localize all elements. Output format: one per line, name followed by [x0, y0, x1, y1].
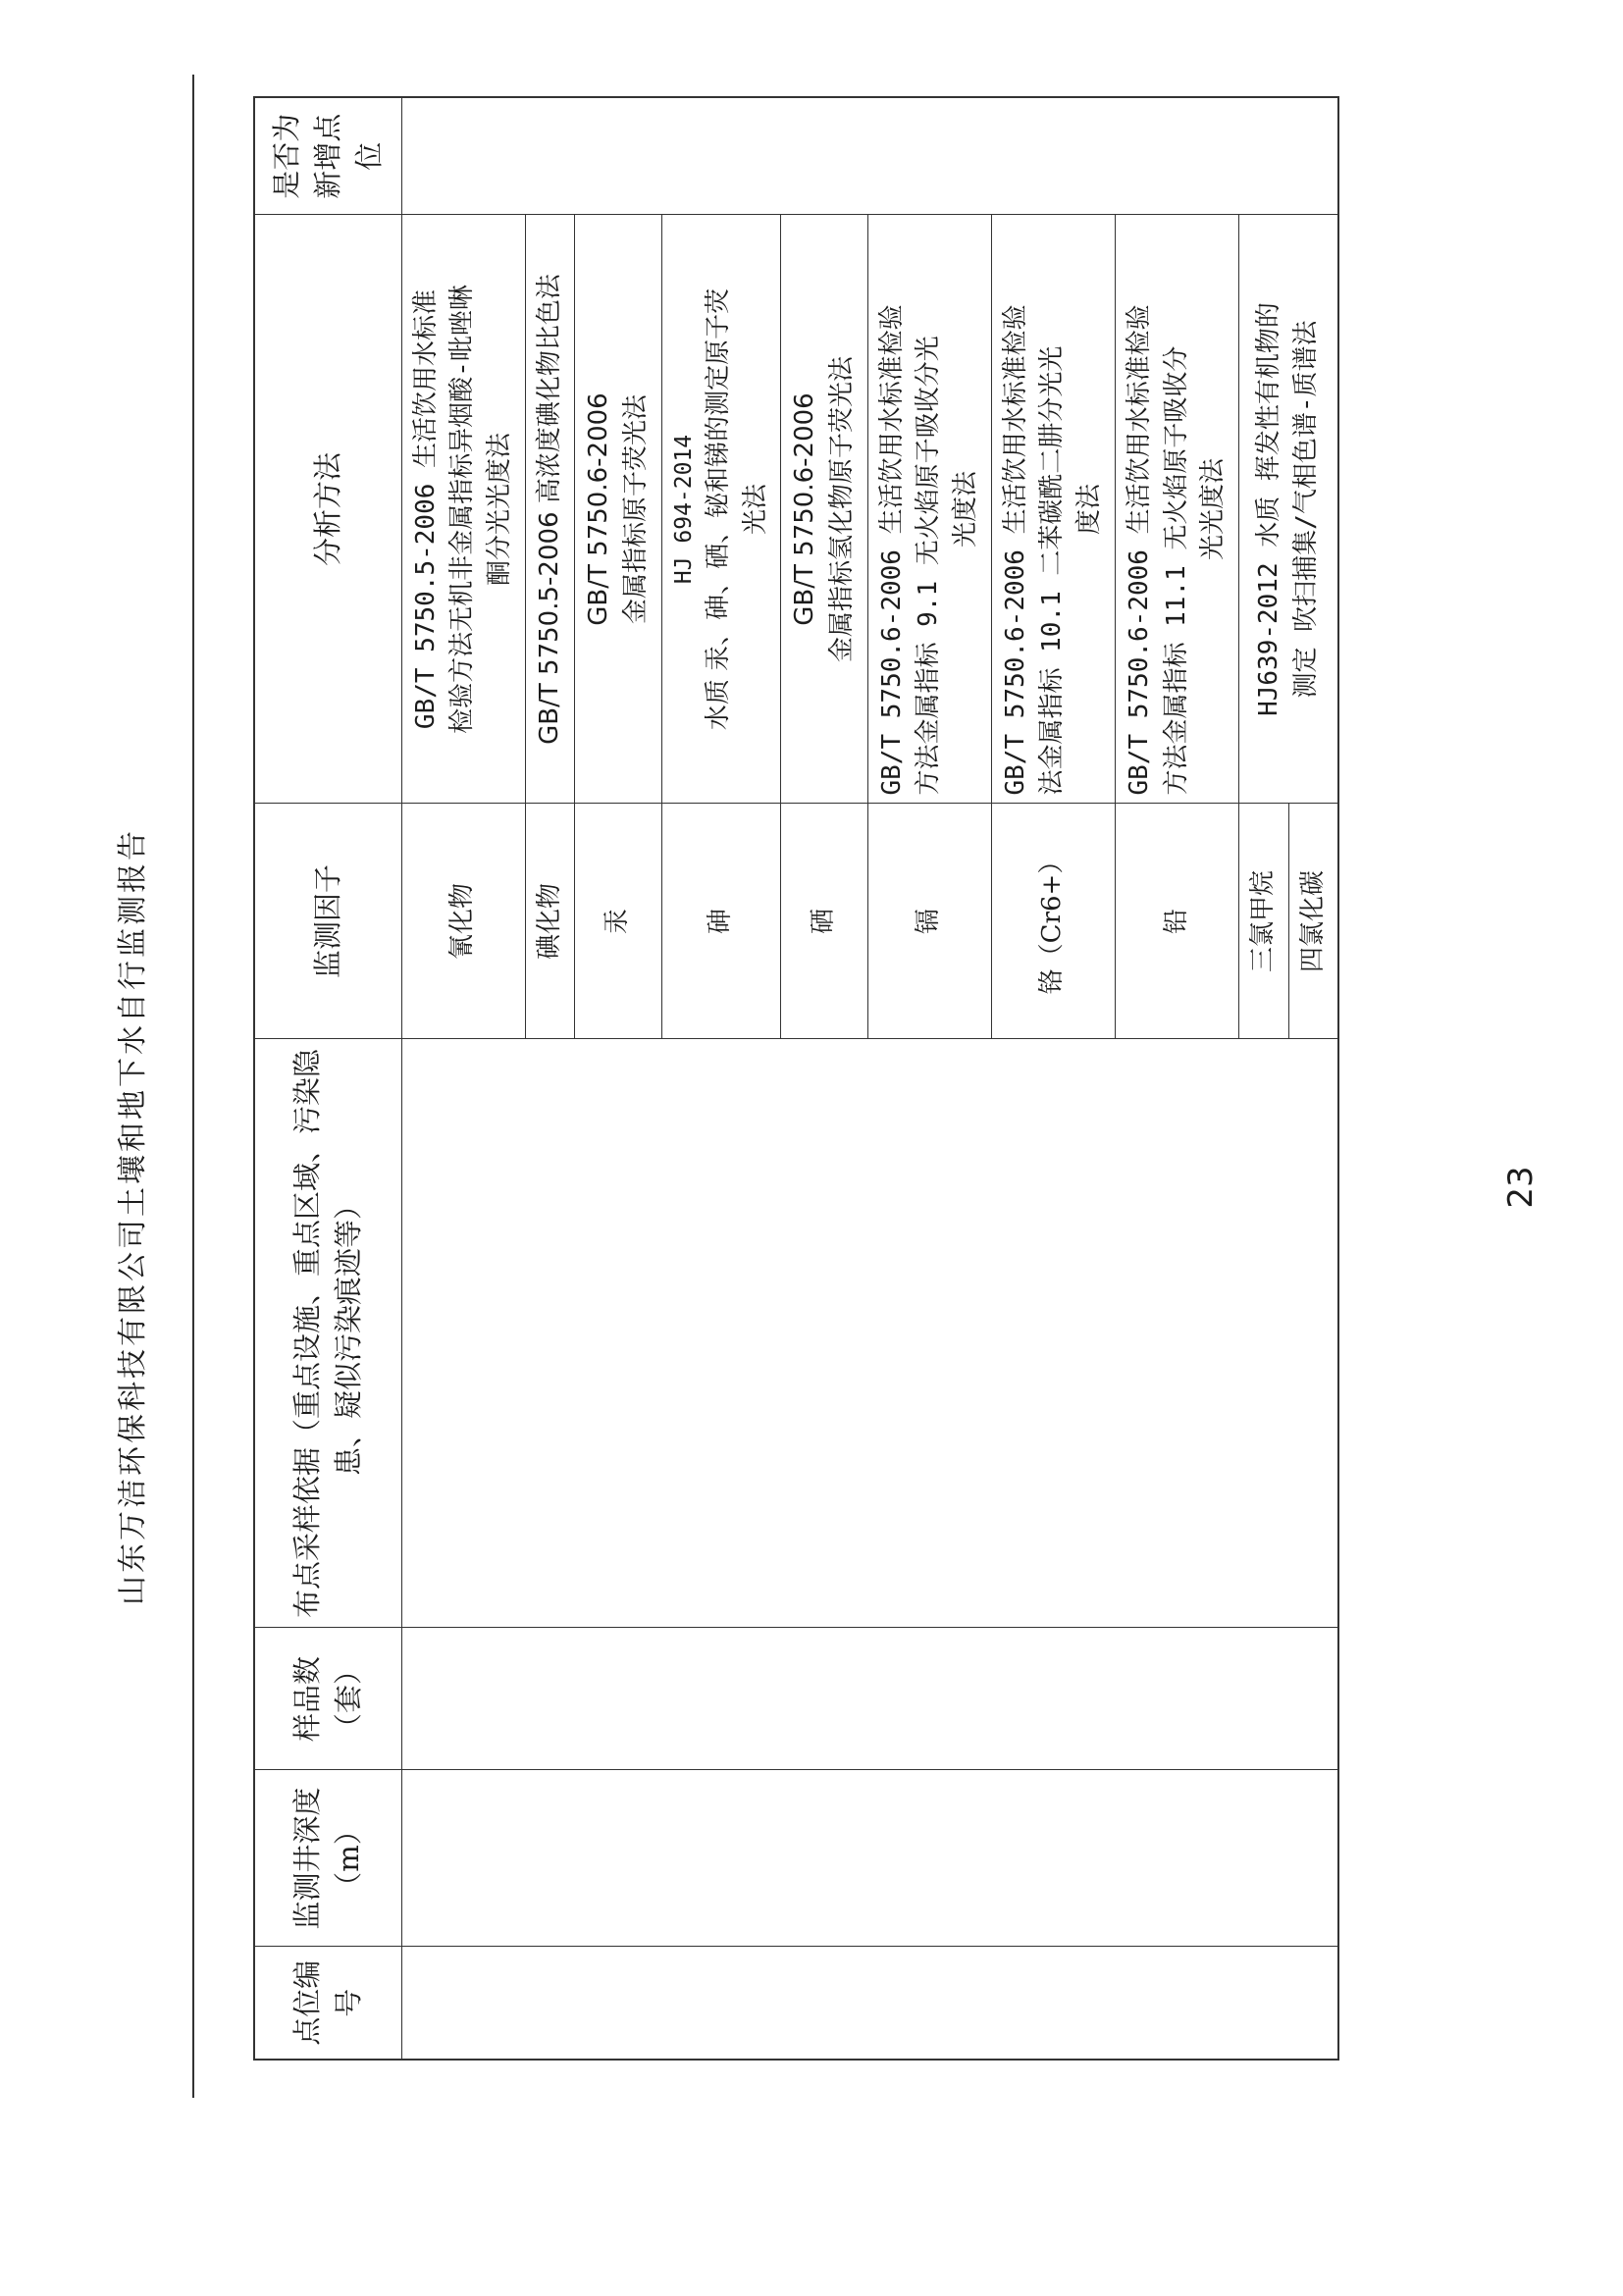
method-cell — [525, 215, 575, 804]
method-line: 金属指标原子荧光法 — [620, 394, 651, 625]
method-line: 测定 吹扫捕集/气相色谱-质谱法 — [1291, 320, 1322, 699]
method-line: GB/T 5750.6-2006 — [584, 392, 614, 626]
method-line: GB/T 5750.5-2006 生活饮用水标准 — [410, 288, 441, 730]
method-cell — [867, 215, 991, 804]
method-line: 金属指标氢化物原子荧光法 — [827, 356, 858, 663]
method-cell — [781, 215, 867, 804]
method-cell — [661, 215, 781, 804]
table-header-row — [254, 97, 401, 2060]
factor-cell: 碘化物 — [525, 804, 575, 1039]
column-header: 分析方法 — [254, 215, 401, 804]
report-title: 山东万洁环保科技有限公司土壤和地下水自行监测报告 — [116, 828, 150, 1605]
column-header: 是否为新增点位 — [254, 97, 401, 215]
sampling-basis-cell — [401, 1039, 1338, 1628]
method-line: HJ 694-2014 — [670, 434, 697, 585]
method-line: 度法 — [1074, 484, 1105, 536]
header-rule — [192, 75, 194, 2098]
factor-cell: 砷 — [661, 804, 781, 1039]
method-line: 光法 — [740, 484, 770, 536]
factor-cell: 氰化物 — [401, 804, 525, 1039]
factor-cell: 硒 — [781, 804, 867, 1039]
column-header: 布点采样依据（重点设施、重点区域、污染隐患、疑似污染痕迹等） — [254, 1039, 401, 1628]
method-line: GB/T 5750.6-2006 — [790, 392, 820, 626]
method-line: 方法金属指标 9.1 无火焰原子吸收分光 — [914, 336, 944, 796]
method-line: 方法金属指标 11.1 无火焰原子吸收分 — [1161, 345, 1191, 796]
method-cell — [1115, 215, 1238, 804]
monitoring-table — [253, 96, 1339, 2061]
column-header: 样品数（套） — [254, 1628, 401, 1770]
new-point-cell — [401, 97, 1338, 215]
factor-cell: 汞 — [575, 804, 661, 1039]
method-line: GB/T 5750.5-2006 高浓度碘化物比色法 — [534, 274, 564, 745]
method-cell — [401, 215, 525, 804]
page-number: 23 — [1501, 1166, 1541, 1209]
method-line: 酮分光光度法 — [484, 433, 514, 587]
method-line: 水质 汞、砷、硒、铋和锑的测定原子荧 — [703, 287, 733, 731]
method-line: GB/T 5750.6-2006 生活饮用水标准检验 — [1124, 304, 1154, 796]
point-id-cell — [401, 1947, 1338, 2060]
method-line: 光度法 — [951, 471, 981, 548]
method-line: GB/T 5750.6-2006 生活饮用水标准检验 — [876, 304, 907, 796]
method-cell — [575, 215, 661, 804]
well-depth-cell — [401, 1770, 1338, 1947]
factor-cell: 四氯化碳 — [1288, 804, 1338, 1039]
factor-cell: 三氯甲烷 — [1238, 804, 1288, 1039]
method-line: GB/T 5750.6-2006 生活饮用水标准检验 — [1000, 304, 1030, 796]
sample-count-cell — [401, 1628, 1338, 1770]
column-header: 监测井深度（m） — [254, 1770, 401, 1947]
factor-cell: 铅 — [1115, 804, 1238, 1039]
method-line: 检验方法无机非金属指标异烟酸-吡唑啉 — [447, 285, 478, 734]
method-line: 法金属指标 10.1 二苯碳酰二肼分光光 — [1037, 345, 1068, 796]
column-header: 监测因子 — [254, 804, 401, 1039]
method-cell — [991, 215, 1115, 804]
method-cell — [1238, 215, 1338, 804]
column-header: 点位编号 — [254, 1947, 401, 2060]
factor-cell: 铬（Cr6+） — [991, 804, 1115, 1039]
method-line: HJ639-2012 水质 挥发性有机物的 — [1254, 302, 1284, 716]
method-line: 光光度法 — [1198, 458, 1229, 561]
table-row — [401, 97, 525, 2060]
factor-cell: 镉 — [867, 804, 991, 1039]
